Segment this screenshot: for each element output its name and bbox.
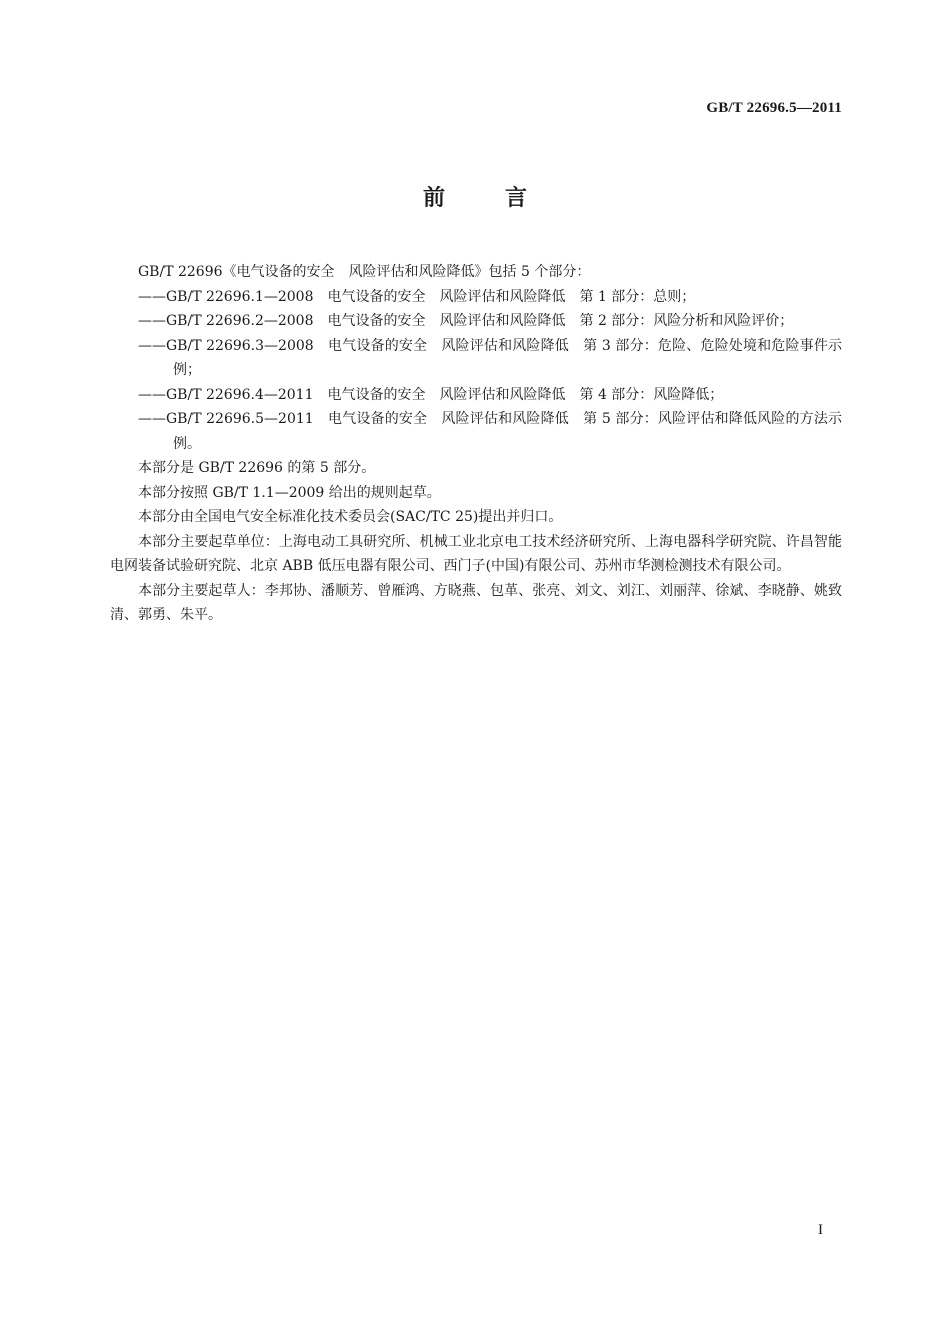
foreword-body [110,260,842,628]
part-list-item: ——GB/T 22696.1—2008 电气设备的安全 风险评估和风险降低 第 1 部分：总则； [138,288,696,305]
part-list-item: ——GB/T 22696.4—2011 电气设备的安全 风险评估和风险降低 第 4 部分：风险降低； [138,386,724,403]
part-list-item: ——GB/T 22696.2—2008 电气设备的安全 风险评估和风险降低 第 2 部分：风险分析和风险评价； [138,313,794,329]
page-title: 前言 [422,186,587,211]
intro-paragraph: GB/T 22696《电气设备的安全 风险评估和风险降低》包括 5 个部分： [138,264,591,280]
page-number: I [818,1222,823,1238]
body-paragraph: 本部分由全国电气安全标准化技术委员会(SAC/TC 25)提出并归口。 [138,509,563,525]
standard-code: GB/T 22696.5—2011 [706,100,842,116]
part-list-item: ——GB/T 22696.3—2008 电气设备的安全 风险评估和风险降低 第 3 部分：危险、危险处境和危险事件示例； [138,337,842,378]
part-list-item: ——GB/T 22696.5—2011 电气设备的安全 风险评估和风险降低 第 5 部分：风险评估和降低风险的方法示例。 [138,411,842,452]
body-paragraph: 本部分是 GB/T 22696 的第 5 部分。 [138,460,376,476]
drafting-units-paragraph: 本部分主要起草单位：上海电动工具研究所、机械工业北京电工技术经济研究所、上海电器科学研究院、许昌智能电网装备试验研究院、北京 ABB 低压电器有限公司、西门子(中国)有限公司、苏州市华测检测技术有限公司。 [110,533,842,574]
body-paragraph: 本部分按照 GB/T 1.1—2009 给出的规则起草。 [138,484,441,501]
drafters-paragraph: 本部分主要起草人：李邦协、潘顺芳、曾雁鸿、方晓燕、包革、张亮、刘文、刘江、刘丽萍、徐斌、李晓静、姚致清、郭勇、朱平。 [110,582,842,623]
